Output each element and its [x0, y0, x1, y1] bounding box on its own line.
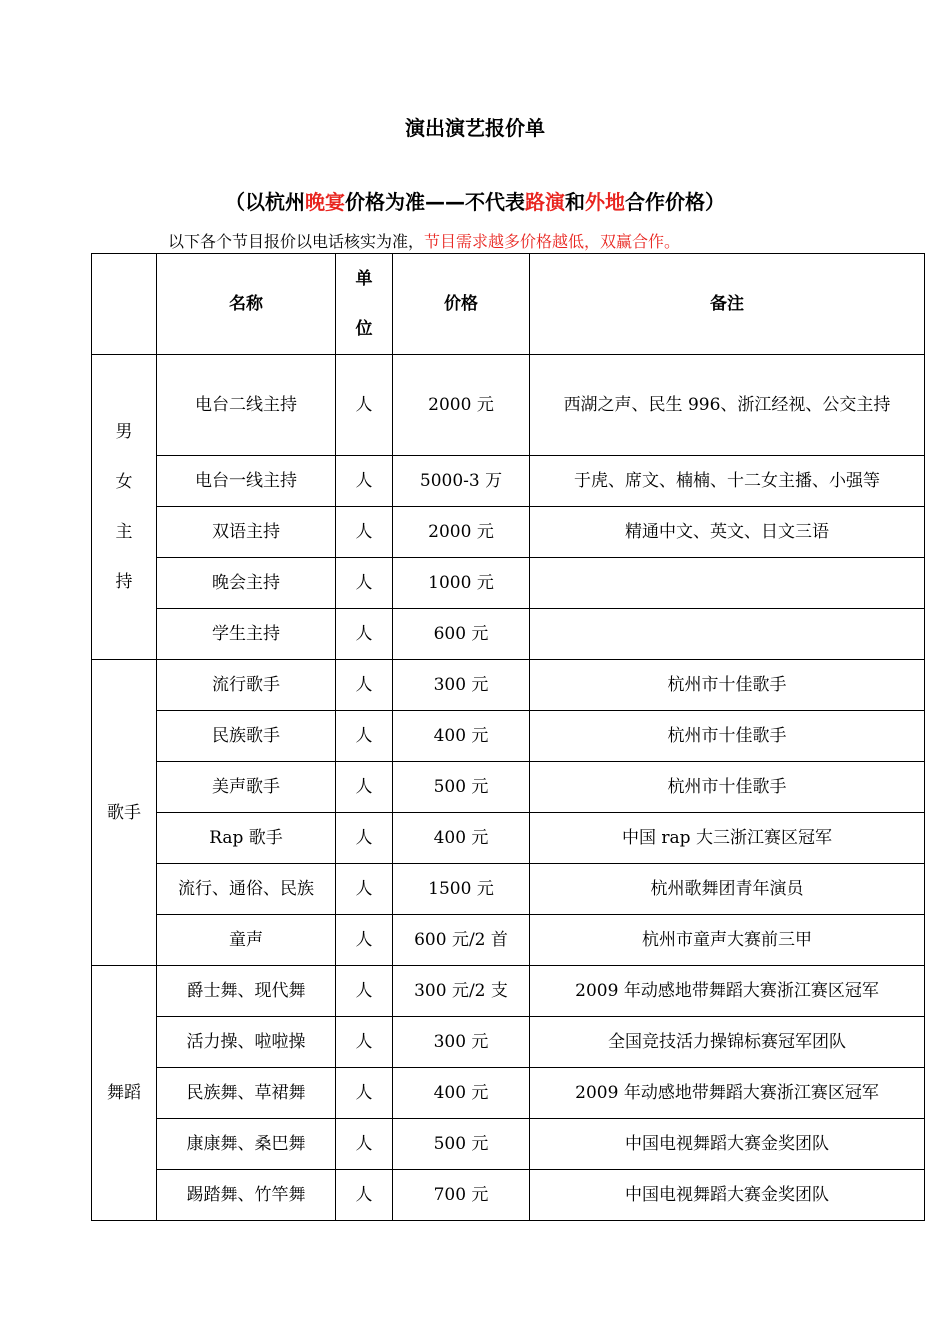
category-hosts [92, 355, 157, 660]
table-row [92, 711, 925, 762]
row-unit: 人 [336, 1170, 393, 1221]
row-remark: 中国电视舞蹈大赛金奖团队 [530, 1119, 925, 1170]
row-price: 300 元 [393, 660, 530, 711]
table-row [92, 915, 925, 966]
row-price: 600 元/2 首 [393, 915, 530, 966]
row-name: 双语主持 [157, 507, 336, 558]
row-remark: 杭州歌舞团青年演员 [530, 864, 925, 915]
row-name: 美声歌手 [157, 762, 336, 813]
row-unit: 人 [336, 507, 393, 558]
row-unit: 人 [336, 711, 393, 762]
row-name: 电台一线主持 [157, 456, 336, 507]
row-name: Rap 歌手 [157, 813, 336, 864]
row-unit: 人 [336, 456, 393, 507]
table-row [92, 1170, 925, 1221]
category-singers: 歌手 [92, 660, 157, 966]
row-unit: 人 [336, 609, 393, 660]
category-char: 持 [115, 572, 133, 592]
table-row [92, 355, 925, 456]
row-unit: 人 [336, 915, 393, 966]
row-name: 民族歌手 [157, 711, 336, 762]
row-price: 1500 元 [393, 864, 530, 915]
row-remark: 西湖之声、民生 996、浙江经视、公交主持 [530, 355, 925, 456]
row-unit: 人 [336, 355, 393, 456]
row-unit: 人 [336, 762, 393, 813]
subtitle-red-1: 晚宴 [305, 190, 345, 214]
row-price: 600 元 [393, 609, 530, 660]
row-remark: 杭州市十佳歌手 [530, 762, 925, 813]
row-price: 5000-3 万 [393, 456, 530, 507]
row-price: 400 元 [393, 1068, 530, 1119]
header-unit-char-2: 位 [355, 319, 373, 339]
subtitle-red-2: 路演 [525, 190, 565, 214]
table-row [92, 1119, 925, 1170]
row-remark [530, 609, 925, 660]
table-row [92, 762, 925, 813]
note-normal-text: 以下各个节目报价以电话核实为准， [168, 232, 425, 251]
row-remark: 全国竞技活力操锦标赛冠军团队 [530, 1017, 925, 1068]
row-remark [530, 558, 925, 609]
row-price: 300 元/2 支 [393, 966, 530, 1017]
row-name: 民族舞、草裙舞 [157, 1068, 336, 1119]
note-red-text: 节目需求越多价格越低，双赢合作。 [424, 232, 681, 251]
category-char: 女 [115, 472, 133, 492]
row-name: 活力操、啦啦操 [157, 1017, 336, 1068]
table-row [92, 864, 925, 915]
table-row [92, 507, 925, 558]
row-unit: 人 [336, 813, 393, 864]
row-name: 踢踏舞、竹竿舞 [157, 1170, 336, 1221]
row-price: 400 元 [393, 813, 530, 864]
row-name: 电台二线主持 [157, 355, 336, 456]
subtitle-part-4: 合作价格） [625, 190, 725, 214]
row-price: 1000 元 [393, 558, 530, 609]
subtitle-part-3: 和 [565, 190, 585, 214]
row-name: 学生主持 [157, 609, 336, 660]
row-remark: 2009 年动感地带舞蹈大赛浙江赛区冠军 [530, 966, 925, 1017]
table-header-row [92, 254, 925, 355]
row-unit: 人 [336, 1017, 393, 1068]
header-category-cell [92, 254, 157, 355]
row-name: 流行、通俗、民族 [157, 864, 336, 915]
row-remark: 杭州市十佳歌手 [530, 711, 925, 762]
row-name: 晚会主持 [157, 558, 336, 609]
row-unit: 人 [336, 966, 393, 1017]
row-name: 爵士舞、现代舞 [157, 966, 336, 1017]
category-char: 男 [115, 422, 133, 442]
table-row [92, 1068, 925, 1119]
table-row [92, 558, 925, 609]
row-name: 童声 [157, 915, 336, 966]
row-remark: 中国电视舞蹈大赛金奖团队 [530, 1170, 925, 1221]
header-name: 名称 [157, 254, 336, 355]
row-remark: 中国 rap 大三浙江赛区冠军 [530, 813, 925, 864]
header-remark: 备注 [530, 254, 925, 355]
table-row [92, 966, 925, 1017]
table-row [92, 609, 925, 660]
table-row [92, 1017, 925, 1068]
row-remark: 精通中文、英文、日文三语 [530, 507, 925, 558]
category-dance: 舞蹈 [92, 966, 157, 1221]
row-price: 500 元 [393, 1119, 530, 1170]
price-table [91, 253, 925, 1221]
header-unit-char-1: 单 [355, 269, 373, 289]
row-unit: 人 [336, 1119, 393, 1170]
row-unit: 人 [336, 864, 393, 915]
row-price: 300 元 [393, 1017, 530, 1068]
table-row [92, 660, 925, 711]
category-char: 主 [115, 522, 133, 542]
document-title: 演出演艺报价单 [405, 116, 545, 140]
row-unit: 人 [336, 558, 393, 609]
row-price: 500 元 [393, 762, 530, 813]
row-price: 2000 元 [393, 507, 530, 558]
header-price: 价格 [393, 254, 530, 355]
row-remark: 2009 年动感地带舞蹈大赛浙江赛区冠军 [530, 1068, 925, 1119]
row-unit: 人 [336, 660, 393, 711]
row-price: 700 元 [393, 1170, 530, 1221]
row-unit: 人 [336, 1068, 393, 1119]
row-price: 2000 元 [393, 355, 530, 456]
subtitle-part-1: （以杭州 [225, 190, 305, 214]
subtitle-part-2: 价格为准——不代表 [345, 190, 525, 214]
row-name: 康康舞、桑巴舞 [157, 1119, 336, 1170]
row-name: 流行歌手 [157, 660, 336, 711]
row-remark: 杭州市童声大赛前三甲 [530, 915, 925, 966]
price-note [168, 229, 680, 252]
table-row [92, 456, 925, 507]
row-remark: 于虎、席文、楠楠、十二女主播、小强等 [530, 456, 925, 507]
subtitle-red-3: 外地 [585, 190, 625, 214]
document-subtitle [0, 186, 950, 215]
row-remark: 杭州市十佳歌手 [530, 660, 925, 711]
row-price: 400 元 [393, 711, 530, 762]
header-unit [336, 254, 393, 355]
table-row [92, 813, 925, 864]
